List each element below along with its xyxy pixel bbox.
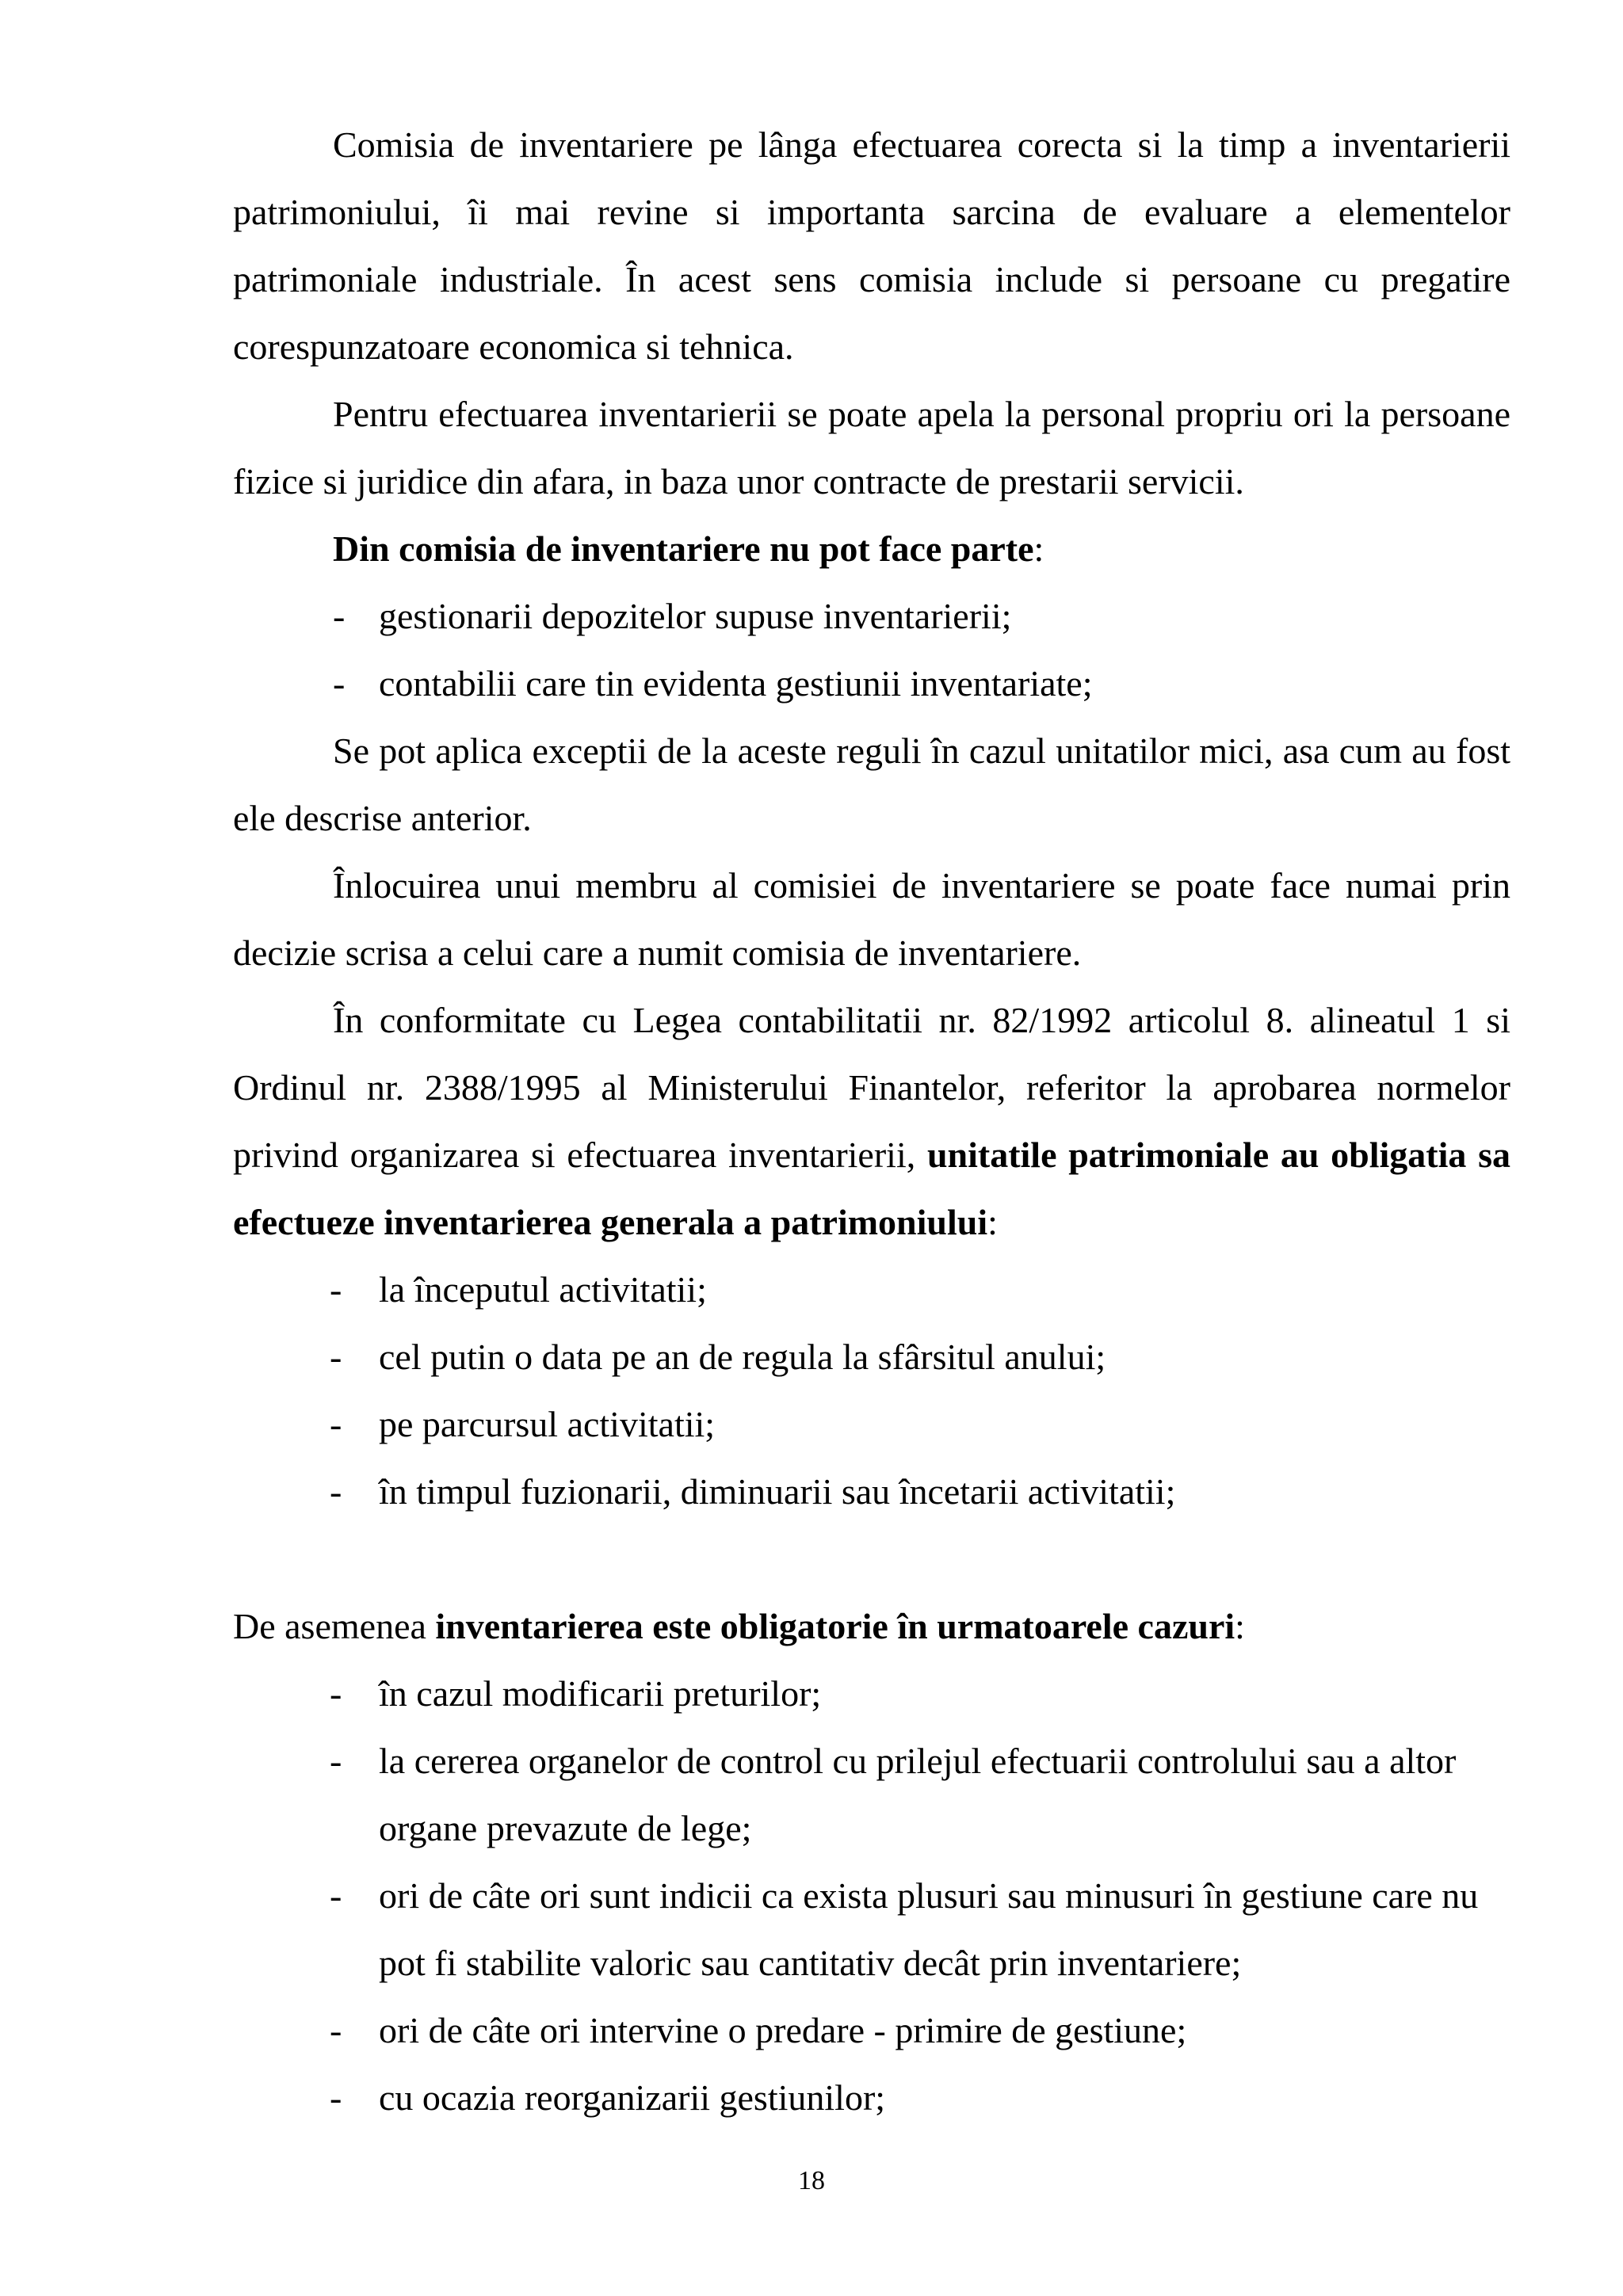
dash-bullet: - [330, 1741, 342, 1781]
list-item [233, 1660, 1510, 1727]
dash-bullet: - [330, 1875, 342, 1916]
list-item [233, 1323, 1510, 1390]
exclusions-heading-colon: : [1033, 528, 1044, 569]
document-body [233, 111, 1510, 2131]
list-item-text: ori de câte ori sunt indicii ca exista plusuri sau minusuri în gestiune care nu pot fi stabilite valoric sau cantitativ decât prin inventariere; [379, 1875, 1479, 1983]
mandatory-cases-bold: inventarierea este obligatorie în urmatoarele cazuri [435, 1606, 1235, 1646]
list-item [233, 1458, 1510, 1525]
list-item-text: cu ocazia reorganizarii gestiunilor; [379, 2077, 886, 2118]
page-number: 18 [798, 2166, 825, 2195]
legal-obligation-bold: unitatile patrimoniale au obligatia sa efectueze inventarierea generala a patrimoniului [233, 1135, 1510, 1242]
dash-bullet: - [330, 1471, 342, 1512]
dash-bullet: - [333, 663, 346, 704]
mandatory-cases-list [233, 1660, 1510, 2131]
paragraph-mandatory-cases [233, 1592, 1510, 1660]
list-item-text: în cazul modificarii preturilor; [379, 1673, 822, 1714]
list-item-text: pe parcursul activitatii; [379, 1404, 716, 1444]
dash-bullet: - [330, 2010, 342, 2050]
list-item [233, 1727, 1510, 1862]
list-item [233, 582, 1510, 650]
list-item-text: gestionarii depozitelor supuse inventarierii; [379, 596, 1012, 636]
legal-obligation-colon: : [987, 1202, 998, 1242]
mandatory-cases-text: De asemenea [233, 1606, 436, 1646]
list-item-text: în timpul fuzionarii, diminuarii sau încetarii activitatii; [379, 1471, 1176, 1512]
paragraph-legal-obligation [233, 986, 1510, 1256]
paragraph-replacement: Înlocuirea unui membru al comisiei de inventariere se poate face numai prin decizie scrisa a celui care a numit comisia de inventariere. [233, 865, 1510, 973]
list-item [233, 1997, 1510, 2064]
list-item [233, 650, 1510, 717]
paragraph-personnel: Pentru efectuarea inventarierii se poate apela la personal propriu ori la persoane fizice si juridice din afara, in baza unor contracte de prestarii servicii. [233, 394, 1510, 502]
list-item [233, 1256, 1510, 1323]
legal-obligation-text: În conformitate cu Legea contabilitatii nr. 82/1992 articolul 8. alineatul 1 si Ordinul nr. 2388/1995 al Ministerului Finantelor, referitor la aprobarea normelor privind organizarea si efectuarea inventarierii, [233, 1000, 1510, 1175]
list-item-text: ori de câte ori intervine o predare - primire de gestiune; [379, 2010, 1187, 2050]
blank-line [233, 1525, 1510, 1592]
paragraph-exceptions: Se pot aplica exceptii de la aceste reguli în cazul unitatilor mici, asa cum au fost ele descrise anterior. [233, 730, 1510, 838]
list-item [233, 1390, 1510, 1458]
dash-bullet: - [330, 1337, 342, 1377]
list-item-text: contabilii care tin evidenta gestiunii inventariate; [379, 663, 1093, 704]
mandatory-cases-colon: : [1235, 1606, 1245, 1646]
general-inventory-list [233, 1256, 1510, 1525]
list-item-text: la începutul activitatii; [379, 1269, 707, 1310]
dash-bullet: - [330, 2077, 342, 2118]
list-item [233, 1862, 1510, 1997]
list-item-text: cel putin o data pe an de regula la sfârsitul anului; [379, 1337, 1106, 1377]
paragraph-inventory-commission: Comisia de inventariere pe lânga efectuarea corecta si la timp a inventarierii patrimoniului, îi mai revine si importanta sarcina de evaluare a elementelor patrimoniale industriale. În acest sens comisia include si persoane cu pregatire corespunzatoare economica si tehnica. [233, 124, 1510, 367]
exclusions-list [233, 582, 1510, 717]
dash-bullet: - [330, 1269, 342, 1310]
exclusions-heading-bold: Din comisia de inventariere nu pot face parte [333, 528, 1034, 569]
dash-bullet: - [330, 1404, 342, 1444]
dash-bullet: - [330, 1673, 342, 1714]
list-item [233, 2064, 1510, 2131]
dash-bullet: - [333, 596, 346, 636]
paragraph-exclusions-heading [333, 515, 1510, 582]
list-item-text: la cererea organelor de control cu prilejul efectuarii controlului sau a altor organe prevazute de lege; [379, 1741, 1457, 1848]
